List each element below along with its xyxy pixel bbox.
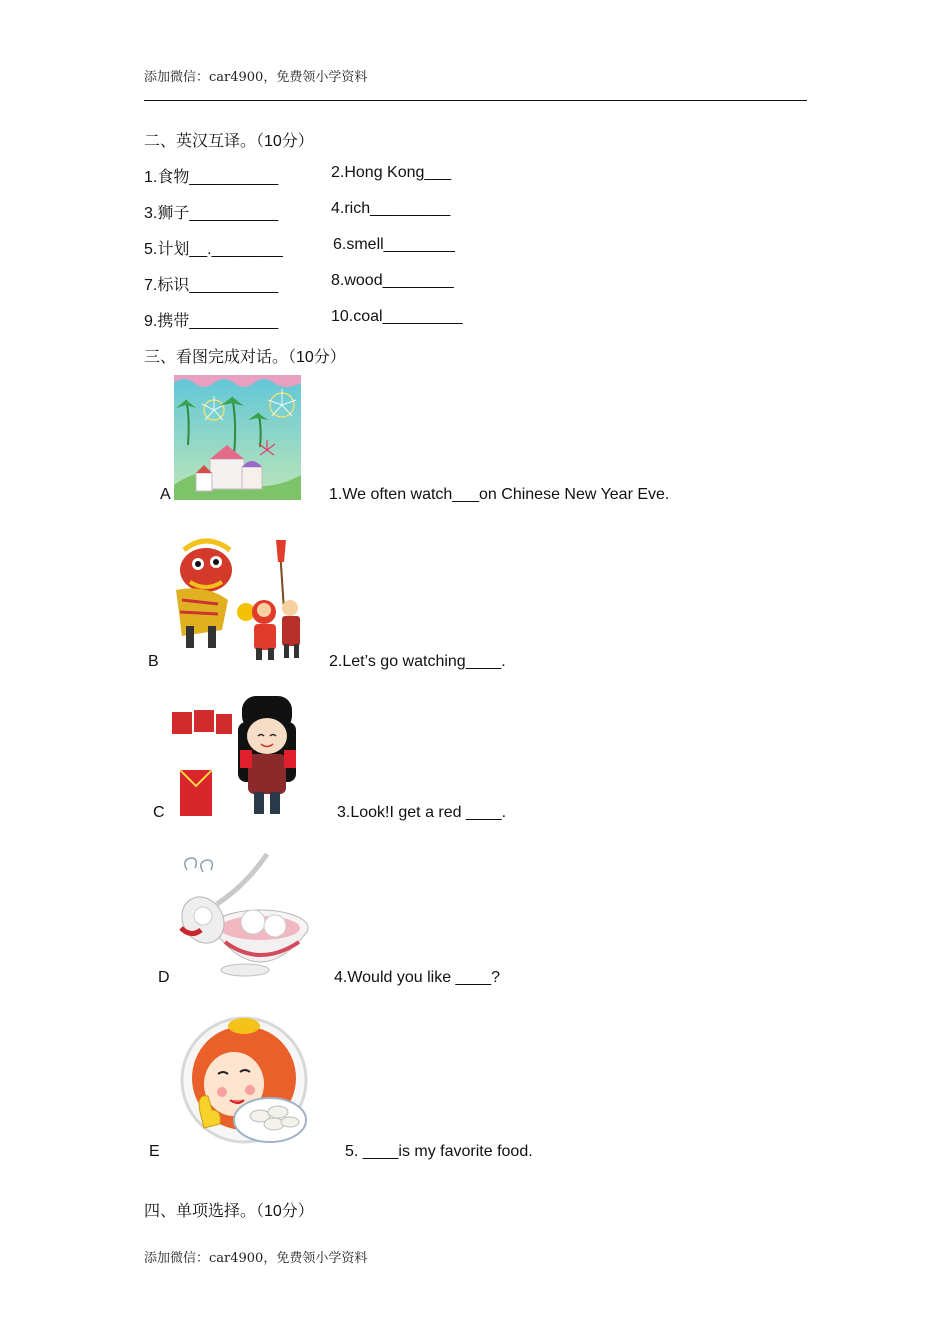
lion-dance-picture xyxy=(166,530,304,668)
row-label-b: B xyxy=(148,653,159,670)
header-rule xyxy=(144,100,807,101)
translation-item-8: 8.wood________ xyxy=(331,272,454,289)
translation-item-2: 2.Hong Kong___ xyxy=(331,164,452,181)
fireworks-picture xyxy=(174,375,301,500)
section-2-title: 二、英汉互译。（10分） xyxy=(144,133,314,150)
dialogue-sentence-2: 2.Let’s go watching____. xyxy=(329,653,506,670)
translation-item-1: 1.食物__________ xyxy=(144,169,279,186)
translation-item-5: 5.计划__.________ xyxy=(144,241,283,258)
dialogue-sentence-4: 4.Would you like ____? xyxy=(334,969,501,986)
tangyuan-picture xyxy=(175,850,313,984)
row-label-c: C xyxy=(153,804,165,821)
row-label-e: E xyxy=(149,1143,160,1160)
translation-item-3: 3.狮子__________ xyxy=(144,205,279,222)
row-label-d: D xyxy=(158,969,170,986)
section-3-title: 三、看图完成对话。（10分） xyxy=(144,349,346,366)
translation-item-4: 4.rich_________ xyxy=(331,200,451,217)
header-text: 添加微信：car4900，免费领小学资料 xyxy=(144,70,368,85)
red-packet-picture xyxy=(168,692,298,819)
dialogue-sentence-3: 3.Look!I get a red ____. xyxy=(337,804,507,821)
footer-text: 添加微信：car4900，免费领小学资料 xyxy=(144,1251,368,1266)
section-4-title: 四、单项选择。（10分） xyxy=(144,1203,314,1220)
translation-item-10: 10.coal_________ xyxy=(331,308,463,325)
translation-item-7: 7.标识__________ xyxy=(144,277,279,294)
dialogue-sentence-1: 1.We often watch___on Chinese New Year Eve. xyxy=(329,486,670,503)
translation-item-9: 9.携带__________ xyxy=(144,313,279,330)
row-label-a: A xyxy=(160,486,171,503)
dialogue-sentence-5: 5. ____is my favorite food. xyxy=(345,1143,533,1160)
translation-item-6: 6.smell________ xyxy=(333,236,455,253)
dumplings-picture xyxy=(178,1008,310,1154)
